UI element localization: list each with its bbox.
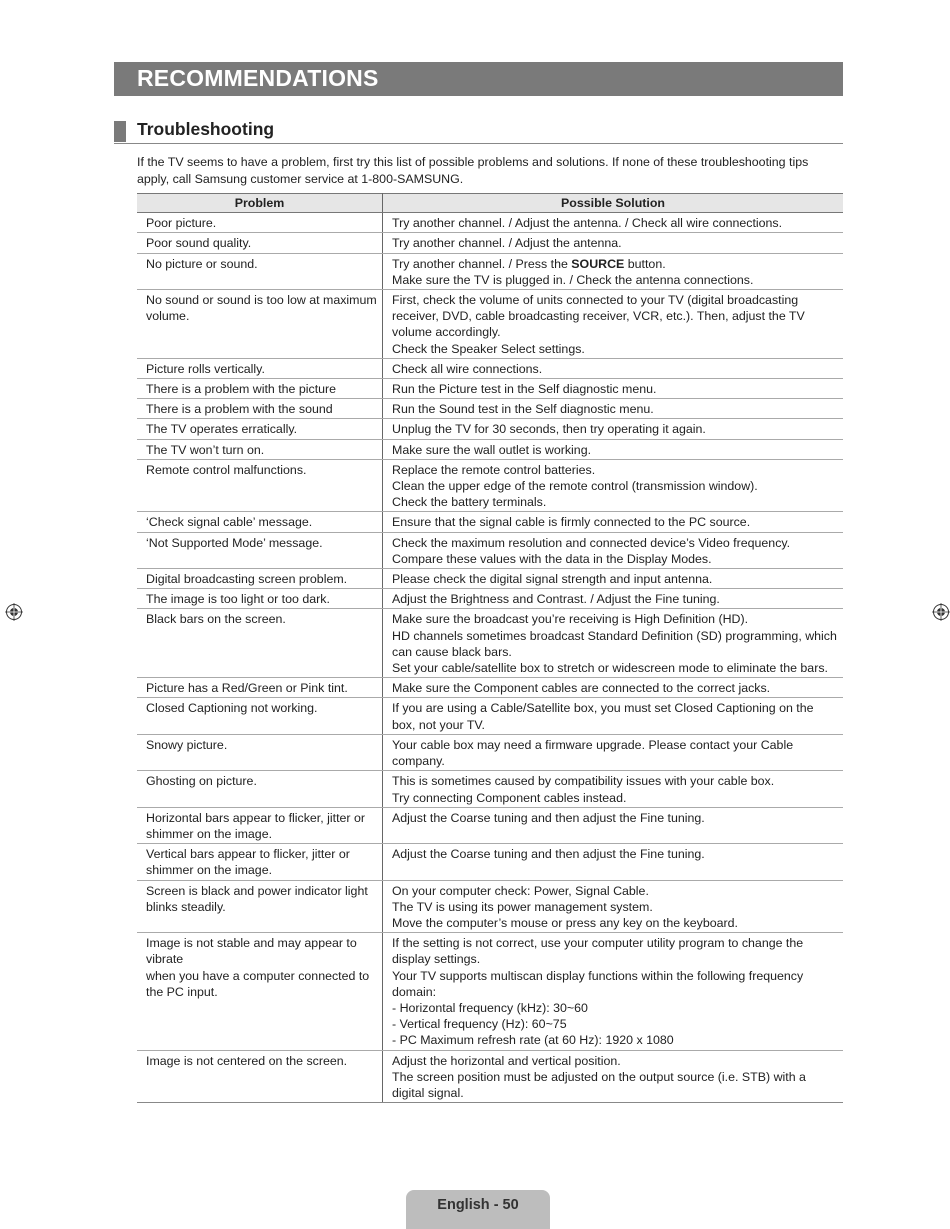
solution-cell: Adjust the Brightness and Contrast. / Adjust the Fine tuning. — [383, 589, 844, 609]
problem-cell: Poor sound quality. — [137, 233, 383, 253]
solution-cell: First, check the volume of units connected to your TV (digital broadcasting receiver, DVD, cable broadcasting receiver, VCR, etc.). Then, adjust the TV volume accordingly. Check the Speaker Select settings. — [383, 290, 844, 359]
solution-cell: If the setting is not correct, use your computer utility program to change the display settings. Your TV supports multiscan display functions within the following frequency domain: - Horizontal frequency (kHz): 30~60 - Vertical frequency (Hz): 60~75 - PC Maximum refresh rate (at 60 Hz): 1920 x 1080 — [383, 933, 844, 1050]
table-row — [137, 880, 843, 933]
problem-cell: No sound or sound is too low at maximum volume. — [137, 290, 383, 359]
solution-cell: Try another channel. / Adjust the antenna. / Check all wire connections. — [383, 213, 844, 233]
source-button-label: SOURCE — [571, 256, 625, 271]
column-header-solution: Possible Solution — [383, 194, 844, 213]
problem-cell: Picture rolls vertically. — [137, 358, 383, 378]
crosshair-registration-icon — [5, 603, 23, 621]
problem-cell: Poor picture. — [137, 213, 383, 233]
problem-cell: The image is too light or too dark. — [137, 589, 383, 609]
table-row — [137, 844, 843, 880]
section-title: Troubleshooting — [137, 119, 275, 139]
problem-cell: Ghosting on picture. — [137, 771, 383, 807]
problem-cell: No picture or sound. — [137, 253, 383, 289]
chapter-banner — [114, 62, 843, 96]
table-row — [137, 213, 843, 233]
solution-text: Try another channel. / Press the — [392, 256, 572, 271]
solution-cell: This is sometimes caused by compatibility issues with your cable box. Try connecting Component cables instead. — [383, 771, 844, 807]
chapter-title: RECOMMENDATIONS — [137, 65, 379, 91]
solution-cell: If you are using a Cable/Satellite box, you must set Closed Captioning on the box, not your TV. — [383, 698, 844, 734]
table-row — [137, 589, 843, 609]
solution-cell: Check all wire connections. — [383, 358, 844, 378]
solution-cell: Adjust the Coarse tuning and then adjust the Fine tuning. — [383, 807, 844, 843]
table-row — [137, 678, 843, 698]
table-row — [137, 807, 843, 843]
table-row — [137, 771, 843, 807]
table-row — [137, 512, 843, 532]
problem-cell: Digital broadcasting screen problem. — [137, 569, 383, 589]
solution-cell: Adjust the Coarse tuning and then adjust the Fine tuning. — [383, 844, 844, 880]
table-row — [137, 734, 843, 770]
table-row — [137, 1050, 843, 1103]
problem-cell: Remote control malfunctions. — [137, 459, 383, 512]
table-row — [137, 698, 843, 734]
table-row — [137, 399, 843, 419]
solution-cell — [383, 253, 844, 289]
table-row — [137, 358, 843, 378]
problem-cell: Image is not centered on the screen. — [137, 1050, 383, 1103]
solution-cell: Your cable box may need a firmware upgrade. Please contact your Cable company. — [383, 734, 844, 770]
column-header-problem: Problem — [137, 194, 383, 213]
section-divider — [114, 143, 843, 144]
problem-cell: There is a problem with the sound — [137, 399, 383, 419]
problem-cell: The TV won’t turn on. — [137, 439, 383, 459]
solution-cell: Make sure the broadcast you’re receiving is High Definition (HD). HD channels sometimes broadcast Standard Definition (SD) programming, which can cause black bars. Set your cable/satellite box to stretch or widescreen mode to eliminate the bars. — [383, 609, 844, 678]
crosshair-registration-icon — [932, 603, 950, 621]
solution-cell: On your computer check: Power, Signal Cable. The TV is using its power management system. Move the computer’s mouse or press any key on the keyboard. — [383, 880, 844, 933]
solution-cell: Make sure the wall outlet is working. — [383, 439, 844, 459]
table-row — [137, 532, 843, 568]
section-marker — [114, 121, 126, 142]
problem-cell: Vertical bars appear to flicker, jitter or shimmer on the image. — [137, 844, 383, 880]
problem-cell: Screen is black and power indicator light blinks steadily. — [137, 880, 383, 933]
solution-cell: Make sure the Component cables are connected to the correct jacks. — [383, 678, 844, 698]
problem-cell: Closed Captioning not working. — [137, 698, 383, 734]
problem-cell: ‘Check signal cable’ message. — [137, 512, 383, 532]
problem-cell: Black bars on the screen. — [137, 609, 383, 678]
solution-cell: Run the Sound test in the Self diagnostic menu. — [383, 399, 844, 419]
problem-cell: ‘Not Supported Mode’ message. — [137, 532, 383, 568]
problem-cell: Snowy picture. — [137, 734, 383, 770]
table-row — [137, 569, 843, 589]
table-row — [137, 419, 843, 439]
troubleshooting-table — [137, 193, 843, 1103]
table-row — [137, 233, 843, 253]
problem-cell: Image is not stable and may appear to vibrate when you have a computer connected to the PC input. — [137, 933, 383, 1050]
problem-cell: Horizontal bars appear to flicker, jitter or shimmer on the image. — [137, 807, 383, 843]
problem-cell: There is a problem with the picture — [137, 379, 383, 399]
solution-cell: Run the Picture test in the Self diagnostic menu. — [383, 379, 844, 399]
intro-paragraph: If the TV seems to have a problem, first try this list of possible problems and solutions. If none of these troubleshooting tips apply, call Samsung customer service at 1-800-SAMSUNG. — [137, 155, 809, 186]
problem-cell: The TV operates erratically. — [137, 419, 383, 439]
solution-cell: Try another channel. / Adjust the antenna. — [383, 233, 844, 253]
solution-cell: Unplug the TV for 30 seconds, then try operating it again. — [383, 419, 844, 439]
solution-cell: Check the maximum resolution and connected device’s Video frequency. Compare these values with the data in the Display Modes. — [383, 532, 844, 568]
table-row — [137, 459, 843, 512]
table-header-row — [137, 194, 843, 213]
table-row — [137, 253, 843, 289]
page-number-tab — [406, 1190, 550, 1229]
table-row — [137, 609, 843, 678]
table-row — [137, 439, 843, 459]
table-row — [137, 379, 843, 399]
table-row — [137, 290, 843, 359]
solution-cell: Adjust the horizontal and vertical position. The screen position must be adjusted on the output source (i.e. STB) with a digital signal. — [383, 1050, 844, 1103]
solution-cell: Please check the digital signal strength and input antenna. — [383, 569, 844, 589]
table-row — [137, 933, 843, 1050]
problem-cell: Picture has a Red/Green or Pink tint. — [137, 678, 383, 698]
solution-cell: Replace the remote control batteries. Clean the upper edge of the remote control (transmission window). Check the battery terminals. — [383, 459, 844, 512]
page-number: English - 50 — [437, 1197, 519, 1213]
solution-text: button. Make sure the TV is plugged in. / Check the antenna connections. — [392, 256, 754, 287]
solution-cell: Ensure that the signal cable is firmly connected to the PC source. — [383, 512, 844, 532]
table-body — [137, 213, 843, 1103]
